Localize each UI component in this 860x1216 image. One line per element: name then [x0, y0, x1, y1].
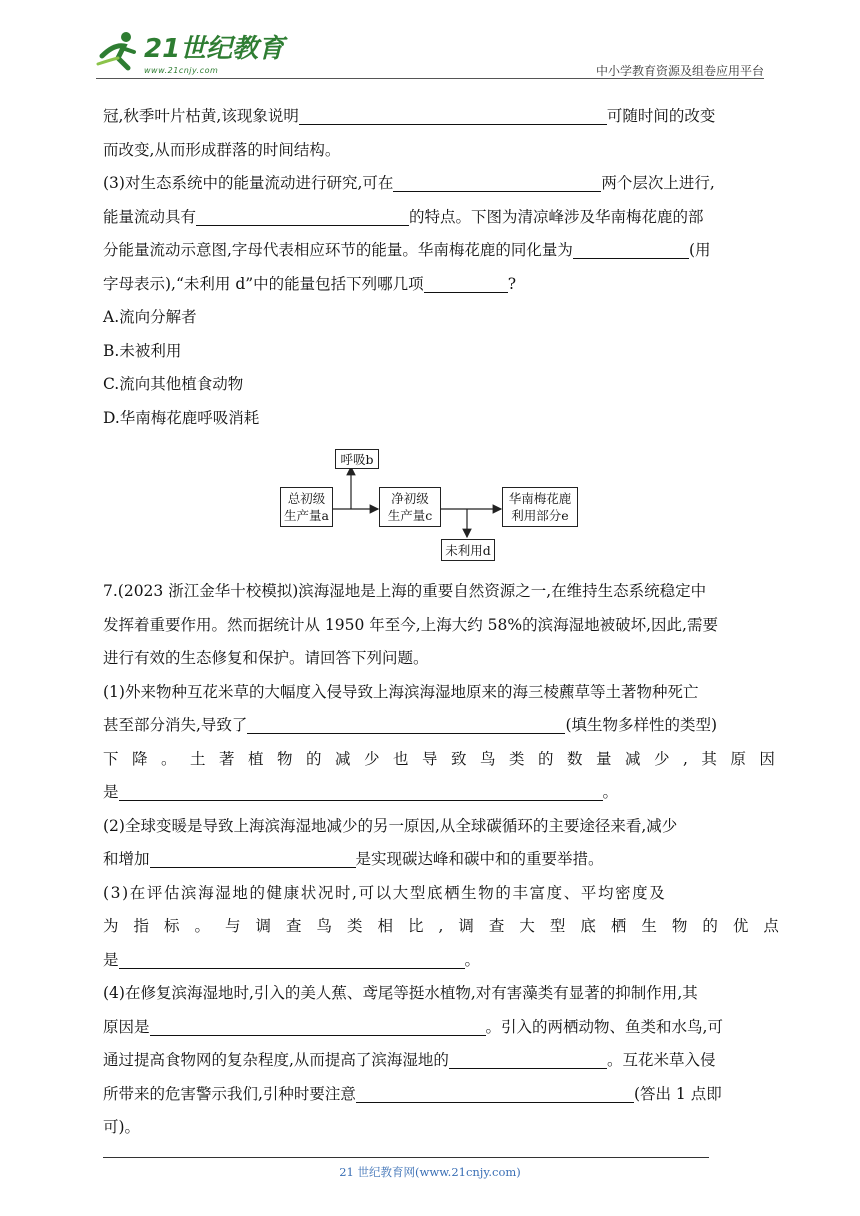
box-label: 净初级 [391, 491, 429, 506]
text: (答出 1 点即 [633, 1084, 722, 1103]
respiration-box: 呼吸b [335, 449, 379, 469]
header-divider [96, 78, 764, 79]
answer-blank [573, 238, 689, 259]
text: 字母表示),“未利用 d”中的能量包括下列哪几项 [103, 274, 424, 293]
text: 原因是 [103, 1017, 150, 1036]
text-line [103, 944, 763, 978]
gross-production-box [280, 487, 333, 527]
answer-blank [150, 1015, 486, 1036]
answer-blank [196, 205, 409, 226]
option-b: B.未被利用 [103, 341, 182, 360]
text: 能量流动具有 [103, 207, 197, 226]
text-line [103, 201, 763, 235]
text: 两个层次上进行, [601, 174, 715, 192]
answer-blank [393, 171, 601, 192]
text: 分能量流动示意图,字母代表相应环节的能量。华南梅花鹿的同化量为 [103, 241, 573, 259]
answer-blank [299, 104, 607, 125]
answer-blank [424, 272, 508, 293]
text: 下降。土著植物的减少也导致鸟类的数量减少,其原因 [103, 749, 789, 768]
answer-blank [247, 713, 565, 734]
text-line-justified: 为指标。与调查鸟类相比,调查大型底栖生物的优点 [103, 917, 794, 935]
text: 冠,秋季叶片枯黄,该现象说明 [103, 107, 299, 125]
text-line: 可)。 [103, 1118, 141, 1136]
option-a: A.流向分解者 [103, 308, 197, 326]
box-label: 生产量c [387, 508, 433, 523]
text: 。引入的两栖动物、鱼类和水鸟,可 [485, 1017, 723, 1036]
text-line: 进行有效的生态修复和保护。请回答下列问题。 [103, 649, 429, 667]
text-line [103, 268, 763, 302]
document-body [103, 100, 794, 1145]
text: 通过提高食物网的复杂程度,从而提高了滨海湿地的 [103, 1051, 449, 1069]
logo-text: 21世纪教育 [144, 34, 285, 64]
text-line: (2)全球变暖是导致上海滨海湿地减少的另一原因,从全球碳循环的主要途径来看,减少 [103, 816, 678, 835]
box-label: 总初级 [287, 491, 326, 506]
question-7-line: 7.(2023 浙江金华十校模拟)滨海湿地是上海的重要自然资源之一,在维持生态系统稳定中 [103, 582, 707, 600]
footer-divider [103, 1157, 709, 1158]
text: 是 [103, 950, 119, 969]
text-line [103, 843, 763, 877]
text: 所带来的危害警示我们,引种时要注意 [103, 1084, 356, 1103]
text-line: (3)在评估滨海湿地的健康状况时,可以大型底栖生物的丰富度、平均密度及 [103, 883, 667, 902]
text: 。互花米草入侵 [606, 1051, 716, 1069]
unused-box: 未利用d [441, 539, 495, 561]
text-line [103, 1011, 763, 1045]
text: ? [507, 274, 516, 293]
text: 是 [103, 783, 119, 801]
text: (用 [688, 241, 711, 259]
text-line-justified [103, 743, 789, 777]
text: 甚至部分消失,导致了 [103, 716, 248, 734]
answer-blank [119, 780, 603, 801]
text-line: 发挥着重要作用。然而据统计从 1950 年至今,上海大约 58%的滨海湿地被破坏,因此,需要 [103, 615, 718, 634]
answer-blank [449, 1048, 607, 1069]
text-line: (4)在修复滨海湿地时,引入的美人蕉、鸢尾等挺水植物,对有害藻类有显著的抑制作用,其 [103, 984, 698, 1002]
box-label: 生产量a [284, 508, 329, 523]
text-line [103, 1078, 763, 1112]
text: 是实现碳达峰和碳中和的重要举措。 [355, 850, 604, 868]
text-line [103, 234, 763, 268]
text-line [103, 776, 763, 810]
energy-flow-diagram [103, 439, 763, 569]
text-line [103, 167, 763, 201]
answer-blank [119, 948, 465, 969]
text: (3)对生态系统中的能量流动进行研究,可在 [103, 174, 394, 192]
net-production-box [379, 487, 441, 527]
runner-logo-icon [96, 30, 140, 72]
text: 和增加 [103, 850, 150, 868]
text: 。 [602, 783, 619, 801]
page-header [96, 30, 764, 78]
page-footer: 21 世纪教育网(www.21cnjy.com) [339, 1165, 521, 1179]
text-line [103, 1044, 763, 1078]
platform-name: 中小学教育资源及组卷应用平台 [595, 64, 764, 78]
answer-blank [150, 847, 356, 868]
text-line: (1)外来物种互花米草的大幅度入侵导致上海滨海湿地原来的海三棱藨草等土著物种死亡 [103, 682, 699, 701]
answer-blank [356, 1082, 634, 1103]
option-c: C.流向其他植食动物 [103, 375, 244, 393]
text-line: 而改变,从而形成群落的时间结构。 [103, 140, 341, 159]
text: (填生物多样性的类型) [565, 716, 718, 734]
logo-url: www.21cnjy.com [144, 66, 219, 75]
deer-utilization-box [502, 487, 578, 527]
option-d: D.华南梅花鹿呼吸消耗 [103, 408, 260, 427]
text: 可随时间的改变 [606, 107, 716, 125]
box-label: 利用部分e [511, 508, 569, 523]
text: 的特点。下图为清凉峰涉及华南梅花鹿的部 [409, 207, 704, 226]
text: 。 [464, 950, 481, 969]
box-label: 华南梅花鹿 [508, 491, 572, 506]
text-line [103, 100, 763, 134]
text-line [103, 709, 763, 743]
